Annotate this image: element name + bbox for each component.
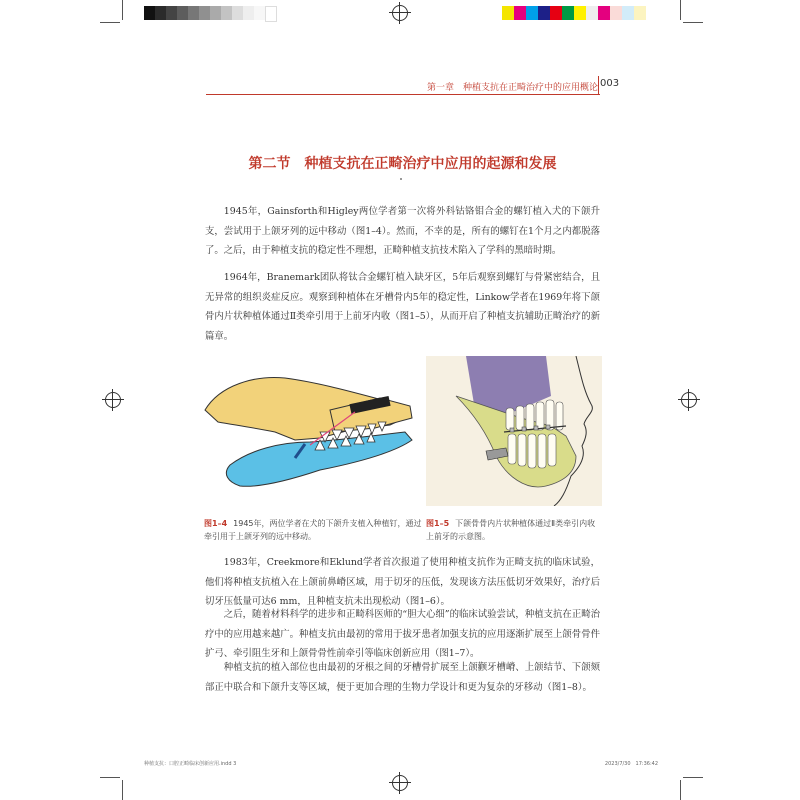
figure-1-4-dog-skull	[200, 370, 420, 505]
figure-1-4-caption	[204, 517, 424, 543]
footer-file-slug: 种植支抗：口腔正畸临床创新应用.indd 3	[144, 761, 237, 767]
running-head-divider	[598, 76, 599, 94]
figure-1-5-mandible-implant	[426, 356, 602, 506]
dog-mandible	[226, 432, 412, 486]
registration-mark-bottom	[389, 772, 411, 794]
header-rule	[206, 94, 600, 95]
running-head: 第一章 种植支抗在正畸治疗中的应用概论	[426, 83, 598, 93]
paragraph-4: 之后，随着材料科学的进步和正畸科医师的“胆大心细”的临床试验尝试，种植支抗在正畸治疗中的应用越来越广。种植支抗由最初的常用于拔牙患者加强支抗的应用逐渐扩展至上颌骨骨件扩弓、牵引阻生牙和上颌骨骨性前牵引等临床创新应用（图1–7）。	[205, 609, 600, 660]
footer-timestamp: 2023/7/30 17:36:42	[604, 761, 658, 767]
crop-mark	[680, 780, 681, 800]
paragraph-5: 种植支抗的植入部位也由最初的牙根之间的牙槽骨扩展至上颌颧牙槽嵴、上颌结节、下颌颏部正中联合和下颌升支等区域，便于更加合理的生物力学设计和更为复杂的牙移动（图1–8）。	[205, 662, 600, 693]
figure-1-5-text: 下颌骨骨内片状种植体通过Ⅱ类牵引内收上前牙的示意图。	[426, 519, 596, 541]
paragraph-1: 1945年，Gainsforth和Higley两位学者第一次将外科钴铬钼合金的螺钉植入犬的下颌升支，尝试用于上颌牙列的远中移动（图1–4）。然而，不幸的是，所有的螺钉在1个月之内都脱落了。之后，由于种植支抗的稳定性不理想，正畸种植支抗技术陷入了学科的黑暗时期。	[205, 206, 600, 257]
paragraph-3: 1983年，Creekmore和Eklund学者首次报道了使用种植支抗作为正畸支抗的临床试验，他们将种植支抗植入在上颌前鼻嵴区域，用于切牙的压低，发现该方法压低切牙效果好，治疗后切牙压低量可达6 mm，且种植支抗未出现松动（图1–6）。	[205, 557, 600, 608]
crop-mark	[683, 22, 703, 23]
crop-mark	[122, 780, 123, 800]
crop-mark	[683, 777, 703, 778]
grayscale-bar	[144, 6, 277, 20]
crop-mark	[100, 22, 120, 23]
page-number: 003	[600, 78, 620, 89]
title-ornament	[400, 178, 402, 180]
paragraph-2: 1964年，Branemark团队将钛合金螺钉植入缺牙区，5年后观察到螺钉与骨紧密结合，且无异常的组织炎症反应。观察到种植体在牙槽骨内5年的稳定性，Linkow学者在1969年将下颌骨内片状种植体通过Ⅱ类牵引用于上前牙内收（图1–5），从而开启了种植支抗辅助正畸治疗的新篇章。	[205, 272, 600, 342]
crop-mark	[680, 0, 681, 20]
figure-1-5-label: 图1–5	[426, 519, 450, 528]
section-title: 第二节 种植支抗在正畸治疗中应用的起源和发展	[248, 156, 557, 172]
figure-1-4-label: 图1–4	[204, 519, 228, 528]
figure-1-4-text: 1945年，两位学者在犬的下颌升支植入种植钉，通过牵引用于上颌牙列的远中移动。	[204, 519, 422, 541]
registration-mark-right	[678, 389, 700, 411]
crop-mark	[122, 0, 123, 20]
figure-1-5-caption	[426, 517, 602, 543]
registration-mark-left	[102, 389, 124, 411]
crop-mark	[100, 777, 120, 778]
color-bar	[502, 6, 646, 20]
registration-mark-top	[389, 2, 411, 24]
